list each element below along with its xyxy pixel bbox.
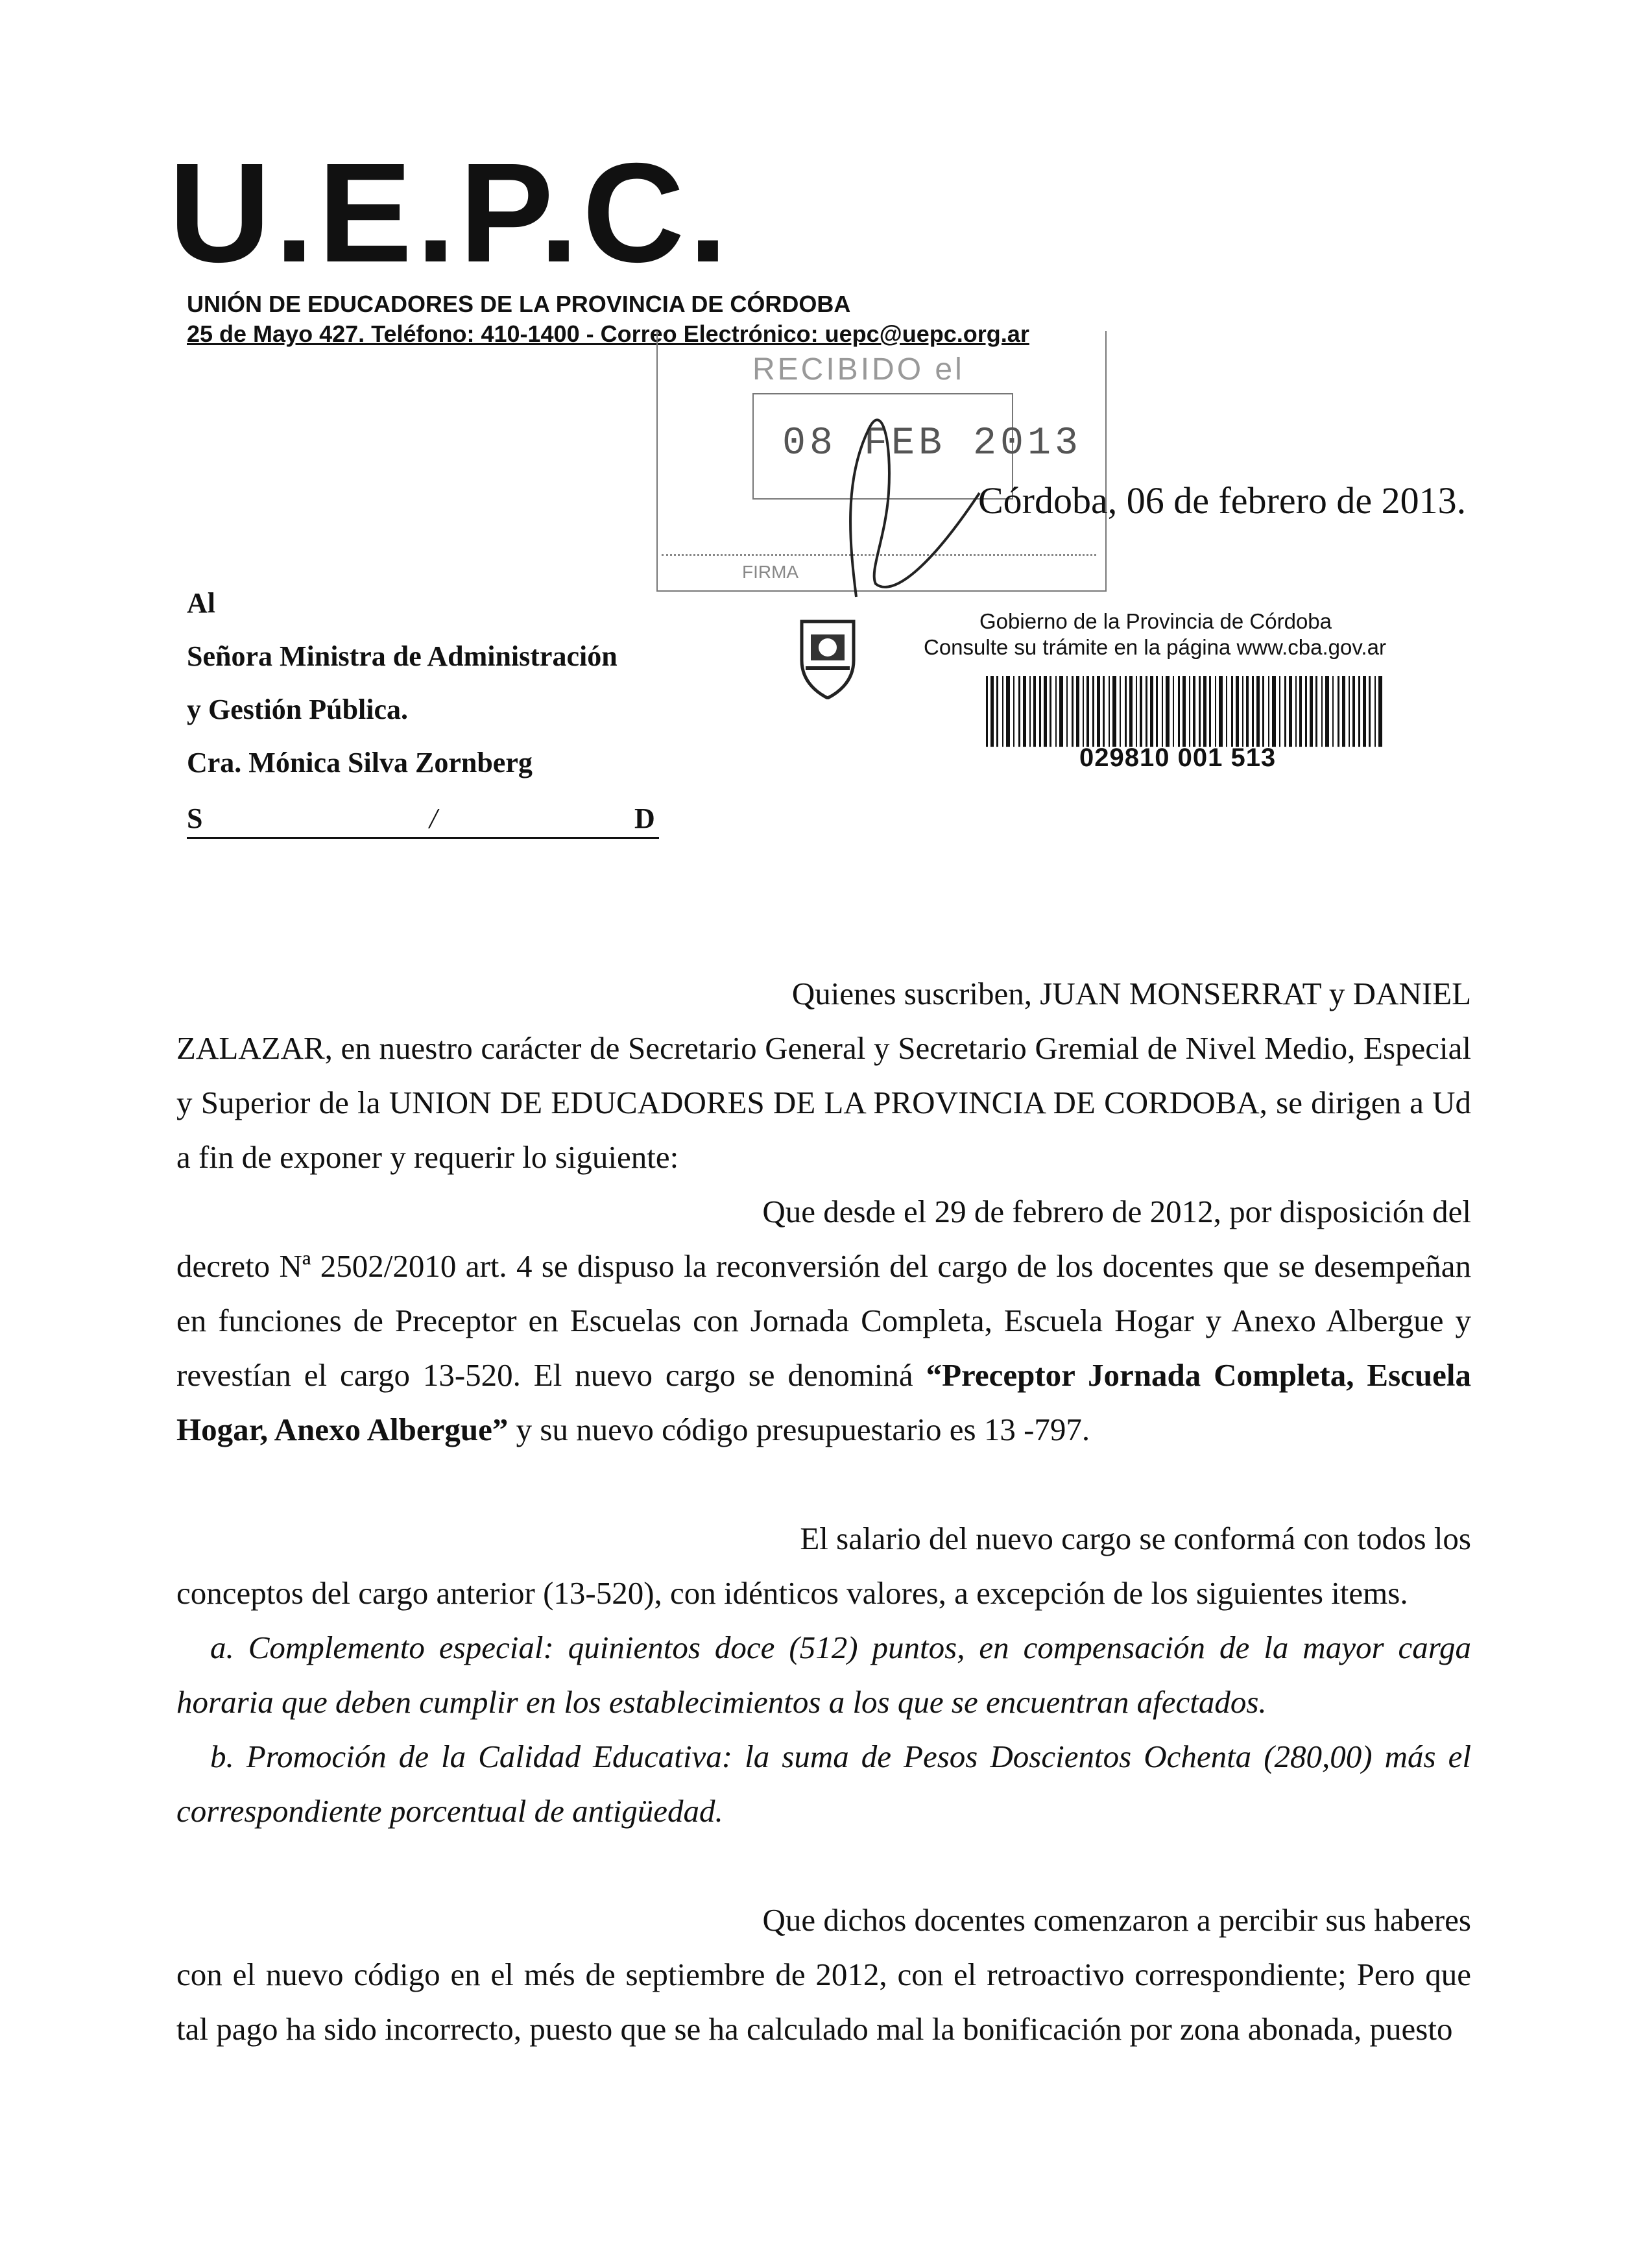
barcode-bar xyxy=(1272,676,1276,747)
organization-address: 25 de Mayo 427. Teléfono: 410-1400 - Correo Electrónico: uepc@uepc.org.ar xyxy=(187,320,1029,347)
place-and-date: Córdoba, 06 de febrero de 2013. xyxy=(978,479,1467,522)
paragraph-2-lead: Que desde el 29 de febrero de 2012, por disposición del xyxy=(762,1194,1471,1229)
barcode-bar xyxy=(1236,676,1239,747)
barcode-bar xyxy=(1242,676,1243,747)
handwritten-signature xyxy=(830,402,999,610)
barcode-bar xyxy=(1342,676,1345,747)
barcode-bar xyxy=(1226,676,1227,747)
barcode-bar xyxy=(1338,676,1339,747)
recipient-sd-line xyxy=(187,802,659,839)
barcode-bar xyxy=(990,676,994,747)
barcode-bar xyxy=(1033,676,1036,747)
barcode-bar xyxy=(1231,676,1233,747)
letter-body xyxy=(176,967,1471,2057)
barcode-bar xyxy=(986,676,988,747)
provincial-seal-icon xyxy=(797,615,859,699)
barcode-bar xyxy=(1018,676,1020,747)
barcode-bar xyxy=(1193,676,1195,747)
barcode-bar xyxy=(1289,676,1292,747)
recipient-name: Cra. Mónica Silva Zornberg xyxy=(187,747,533,778)
paragraph-4-lead: Que dichos docentes comenzaron a percibir sus haberes xyxy=(762,1902,1471,1938)
new-position-name: “Preceptor Jornada Completa, Escuela Hogar, Anexo Albergue” xyxy=(176,1357,1471,1447)
barcode-bar xyxy=(1332,676,1334,747)
barcode-bar xyxy=(1002,676,1003,747)
paragraph-2 xyxy=(176,1239,1471,1457)
barcode-bar xyxy=(1349,676,1350,747)
barcode-bar xyxy=(1146,676,1147,747)
barcode-bar xyxy=(1129,676,1133,747)
barcode-bar xyxy=(1262,676,1264,747)
barcode-bar xyxy=(1203,676,1206,747)
recipient-title: Señora Ministra de Administración xyxy=(187,640,618,672)
barcode-bar xyxy=(1059,676,1063,747)
received-stamp-firma-label: FIRMA xyxy=(742,562,799,582)
barcode-bar xyxy=(1120,676,1121,747)
barcode-bar xyxy=(1109,676,1110,747)
barcode-bar xyxy=(1083,676,1084,747)
barcode-bar xyxy=(1310,676,1313,747)
barcode-bar xyxy=(1086,676,1089,747)
barcode-bar xyxy=(1305,676,1307,747)
barcode-bar xyxy=(1252,676,1254,747)
barcode-bar xyxy=(1156,676,1158,747)
barcode-bar xyxy=(1358,676,1360,747)
barcode-bar xyxy=(1315,676,1317,747)
barcode-bar xyxy=(1136,676,1137,747)
government-tag-line1: Gobierno de la Provincia de Córdoba xyxy=(979,609,1332,633)
barcode xyxy=(986,676,1388,754)
barcode-bar xyxy=(1092,676,1094,747)
paragraph-1: ZALAZAR, en nuestro carácter de Secretario General y Secretario Gremial de Nivel Medio, Especial y Superior de la UNION DE EDUCADORES DE LA PROVINCIA DE CORDOBA, se dirigen a Ud a fin de exponer y requerir lo siguiente: xyxy=(176,1030,1471,1175)
barcode-bar xyxy=(1215,676,1216,747)
sd-s: S xyxy=(187,802,203,834)
barcode-bar xyxy=(1055,676,1057,747)
barcode-bar xyxy=(1140,676,1142,747)
barcode-bar xyxy=(1039,676,1041,747)
barcode-bar xyxy=(1006,676,1010,747)
barcode-bar xyxy=(1378,676,1382,747)
barcode-bar xyxy=(1103,676,1105,747)
barcode-bar xyxy=(1325,676,1329,747)
organization-name: UNIÓN DE EDUCADORES DE LA PROVINCIA DE CÓRDOBA xyxy=(187,291,851,317)
barcode-bar xyxy=(1295,676,1297,747)
received-stamp-date: 08 FEB 2013 xyxy=(782,422,1083,466)
barcode-number: 029810 001 513 xyxy=(1079,743,1277,772)
barcode-bar xyxy=(1173,676,1174,747)
list-item-b: b. Promoción de la Calidad Educativa: la suma de Pesos Doscientos Ochenta (280,00) más el correspondiente porcentual de antigüedad. xyxy=(176,1739,1471,1829)
barcode-bar xyxy=(1125,676,1127,747)
barcode-bar xyxy=(1076,676,1079,747)
recipient-ministry: y Gestión Pública. xyxy=(187,694,409,725)
barcode-bar xyxy=(1209,676,1211,747)
barcode-bar xyxy=(1352,676,1355,747)
barcode-bar xyxy=(1284,676,1286,747)
barcode-bar xyxy=(1072,676,1074,747)
received-stamp-title: RECIBIDO el xyxy=(752,352,965,387)
barcode-bar xyxy=(1268,676,1269,747)
list-item-a: a. Complemento especial: quinientos doce (512) puntos, en compensación de la mayor carga horaria que deben cumplir en los establecimientos a los que se encuentran afectados. xyxy=(176,1630,1471,1720)
recipient-salutation: Al xyxy=(187,587,215,619)
government-tag xyxy=(924,609,1456,660)
barcode-bar xyxy=(1097,676,1100,747)
paragraph-1-lead: Quienes suscriben, JUAN MONSERRAT y DANIEL xyxy=(791,976,1471,1011)
barcode-bar xyxy=(1363,676,1366,747)
barcode-bar xyxy=(1162,676,1163,747)
letterhead-logo: U.E.P.C. xyxy=(169,134,732,292)
barcode-bar xyxy=(1219,676,1223,747)
paragraph-3: conceptos del cargo anterior (13-520), con idénticos valores, a excepción de los siguientes items. xyxy=(176,1575,1408,1611)
barcode-bar xyxy=(1050,676,1051,747)
barcode-bar xyxy=(1279,676,1280,747)
barcode-bar xyxy=(1150,676,1153,747)
barcode-bar xyxy=(1178,676,1180,747)
barcode-bar xyxy=(1013,676,1014,747)
barcode-bar xyxy=(996,676,998,747)
paragraph-2-tail: y su nuevo código presupuestario es 13 -797. xyxy=(516,1412,1090,1447)
barcode-bar xyxy=(1256,676,1260,747)
barcode-bar xyxy=(1066,676,1068,747)
barcode-bar xyxy=(1199,676,1201,747)
barcode-bar xyxy=(1246,676,1249,747)
barcode-bar xyxy=(1166,676,1170,747)
barcode-bar xyxy=(1112,676,1116,747)
paragraph-4: con el nuevo código en el més de septiembre de 2012, con el retroactivo correspondiente; Pero que tal pago ha sido incorrecto, puesto que se ha calculado mal la bonificación por zona abonada, puesto xyxy=(176,1957,1471,2047)
sd-d: D xyxy=(634,802,655,834)
government-tag-line2: Consulte su trámite en la página www.cba.gov.ar xyxy=(924,634,1386,659)
paragraph-3-lead: El salario del nuevo cargo se conformá con todos los xyxy=(800,1521,1471,1556)
barcode-bar xyxy=(1044,676,1047,747)
barcode-bar xyxy=(1299,676,1302,747)
barcode-bar xyxy=(1189,676,1190,747)
paragraph-2-text: decreto Nª 2502/2010 art. 4 se dispuso la reconversión del cargo de los docentes que se desempeñan en funciones de Preceptor en Escuelas con Jornada Completa, Escuela Hogar y Anexo Albergue y revestían el cargo 13-520. El nuevo cargo se denominá xyxy=(176,1248,1471,1393)
barcode-bar xyxy=(1374,676,1376,747)
barcode-bar xyxy=(1182,676,1186,747)
sd-slash: / xyxy=(429,802,438,834)
barcode-bar xyxy=(1029,676,1031,747)
barcode-bar xyxy=(1023,676,1026,747)
barcode-bar xyxy=(1369,676,1371,747)
barcode-bar xyxy=(1321,676,1323,747)
